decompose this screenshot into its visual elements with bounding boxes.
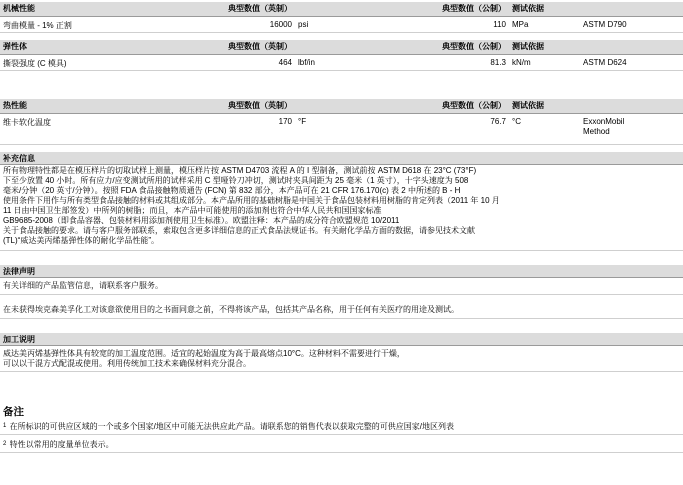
table-row	[0, 17, 683, 33]
column-typical-si: 典型数值（公制）	[442, 101, 506, 110]
divider	[0, 294, 683, 295]
thermal-properties-table	[0, 99, 683, 145]
value-si: 76.7	[490, 117, 506, 126]
test-method-line-2: Method	[583, 127, 610, 136]
column-property: 弹性体	[3, 42, 27, 51]
footnote-number: 1	[3, 423, 7, 429]
column-typical-english: 典型数值（英制）	[228, 42, 292, 51]
elastomer-properties-table	[0, 40, 683, 71]
value-si: 110	[493, 20, 506, 29]
column-typical-english: 典型数值（英制）	[228, 4, 292, 13]
table-row	[0, 55, 683, 71]
text-line: 下至少放置 40 小时。所有应力/应变测试所用的试样采用 C 型哑铃刀冲切，测试时夹具间距为 25 毫米（1 英寸），十字头速度为 508	[3, 176, 469, 185]
text-line: 关于食品接触的要求。请与客户服务部联系，索取包含更多详细信息的正式食品法规证书。有关耐化学品方面的数据，请参见技术文献	[3, 226, 475, 235]
text-line: 毫米/分钟（20 英寸/分钟）。按照 FDA 食品接触物质通告 (FCN) 第 832 部分，本产品可在 21 CFR 176.170(c) 表 2 中所述的 B - H	[3, 186, 461, 195]
processing-notes-text	[3, 349, 679, 369]
value-english: 464	[278, 58, 292, 67]
text-line: 可以以干混方式配混或使用。利用传统加工技术来确保材料充分混合。	[3, 359, 251, 368]
legal-statement-header	[0, 265, 683, 278]
notes-title: 备注	[3, 406, 24, 418]
unit-english: lbf/in	[298, 58, 315, 67]
footnote-2	[3, 440, 114, 450]
unit-si: kN/m	[512, 58, 531, 67]
unit-si: °C	[512, 117, 521, 126]
supplemental-info-header	[0, 152, 683, 165]
divider	[0, 318, 683, 319]
footnote-1	[3, 422, 454, 432]
column-test-method: 测试依据	[512, 101, 544, 110]
text-line: GB9685-2008（即食品容器、包装材料用添加剂使用卫生标准）。欧盟注释：本产品的成分符合欧盟规范 10/2011	[3, 216, 400, 225]
property-name: 撕裂强度 (C 模具)	[3, 59, 67, 68]
text-line: 使用条件下用作与所有类型食品接触的材料或其组成部分。本产品所用的基础树脂是中国关于食品包装材料用树脂的肯定列表（2011 年 10 月	[3, 196, 500, 205]
section-title: 补充信息	[3, 154, 35, 163]
test-method: ASTM D624	[583, 58, 627, 67]
unit-english: °F	[298, 117, 307, 126]
footnote-number: 2	[3, 441, 7, 447]
divider	[0, 452, 683, 453]
column-test-method: 测试依据	[512, 4, 544, 13]
column-typical-si: 典型数值（公制）	[442, 4, 506, 13]
legal-line-1: 有关详细的产品监管信息，请联系客户服务。	[3, 281, 163, 290]
table-header	[0, 99, 683, 114]
footnote-text: 在所标识的可供应区域的一个或多个国家/地区中可能无法供应此产品。请联系您的销售代表以获取完整的可供应国家/地区列表	[9, 422, 455, 431]
divider	[0, 371, 683, 372]
property-name: 维卡软化温度	[3, 118, 51, 127]
value-english: 16000	[269, 20, 292, 29]
mechanical-properties-table	[0, 2, 683, 33]
test-method: ASTM D790	[583, 20, 627, 29]
section-title: 加工说明	[3, 335, 35, 344]
text-line: 11 日由中国卫生部签发）中所列的树脂；而且，本产品中可能使用的添加剂也符合中华人民共和国国家标准	[3, 206, 382, 215]
value-si: 81.3	[490, 58, 506, 67]
table-header	[0, 40, 683, 55]
unit-english: psi	[298, 20, 309, 29]
unit-si: MPa	[512, 20, 529, 29]
text-line: 威达美丙烯基弹性体具有较宽的加工温度范围。适宜的起始温度为高于最高熔点10°C。这种材料不需要进行干燥，	[3, 349, 405, 358]
processing-notes-header	[0, 333, 683, 346]
footnote-text: 特性以常用的度量单位表示。	[9, 440, 114, 449]
text-line: 所有物理特性都是在模压样片的切取试样上测量，模压样片按 ASTM D4703 流程 A 的 I 型制备，测试前按 ASTM D618 在 23°C (73°F)	[3, 166, 477, 175]
column-property: 热性能	[3, 101, 27, 110]
table-header	[0, 2, 683, 17]
table-row	[0, 114, 683, 145]
divider	[0, 250, 683, 251]
column-typical-si: 典型数值（公制）	[442, 42, 506, 51]
column-typical-english: 典型数值（英制）	[228, 101, 292, 110]
test-method-line-1: ExxonMobil	[583, 117, 625, 126]
text-line: (TL)“威达美丙烯基弹性体的耐化学品性能”。	[3, 236, 159, 245]
value-english: 170	[278, 117, 292, 126]
legal-line-2: 在未获得埃克森美孚化工对该意欲使用目的之书面同意之前，不得将该产品，包括其产品名称，用于任何有关医疗的用途及测试。	[3, 305, 459, 314]
supplemental-info-text	[3, 166, 679, 246]
column-property: 机械性能	[3, 4, 35, 13]
divider	[0, 434, 683, 435]
section-title: 法律声明	[3, 267, 35, 276]
property-name: 弯曲模量 - 1% 正割	[3, 21, 72, 30]
column-test-method: 测试依据	[512, 42, 544, 51]
